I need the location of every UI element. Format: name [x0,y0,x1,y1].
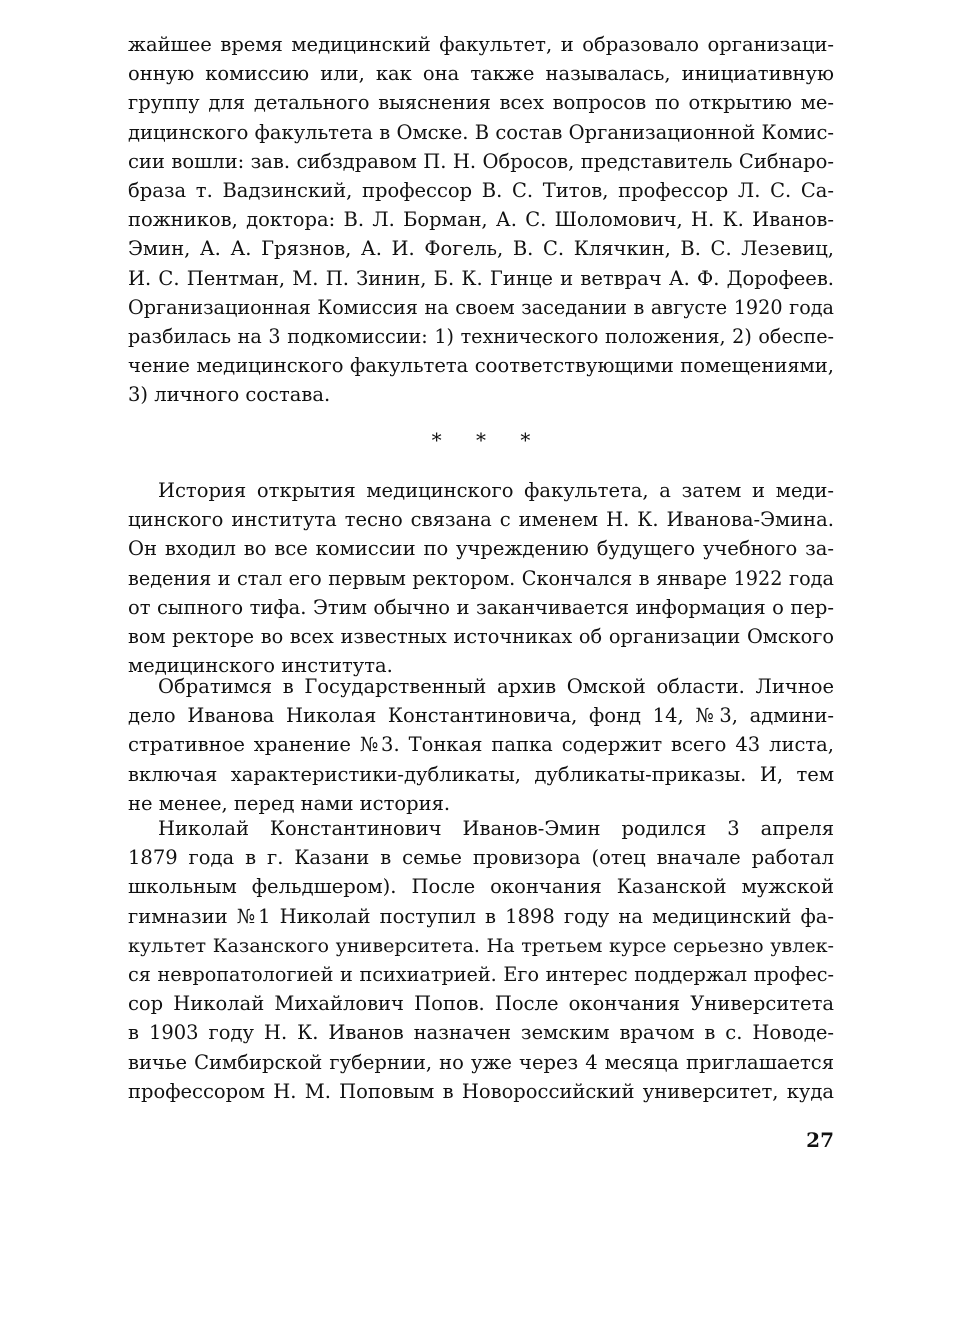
text-line: школьным фельдшером). После окончания Казанской мужской [128,875,834,899]
text-line: онную комиссию или, как она также называлась, инициативную [128,62,834,86]
text-line: вичье Симбирской губернии, но уже через 4 месяца приглашается [128,1050,834,1074]
text-line: включая характеристики-дубликаты, дубликаты-приказы. И, тем [128,762,834,786]
page-number: 27 [806,1128,834,1152]
text-line: Эмин, А. А. Грязнов, А. И. Фогель, В. С. Клячкин, В. С. Лезевиц, [128,237,834,261]
text-line: Николай Константинович Иванов-Эмин родился 3 апреля [158,817,834,840]
text-line: дело Иванова Николая Константиновича, фонд 14, №3, админи- [128,704,834,728]
text-line: гимназии №1 Николай поступил в 1898 году на медицинский фа- [128,904,834,928]
text-line: Он входил во все комиссии по учреждению будущего учебного за- [128,537,834,561]
text-line: ся невропатологией и психиатрией. Его интерес поддержал профес- [128,962,834,986]
text-line: 1879 года в г. Казани в семье провизора (отец вначале работал [128,846,834,870]
text-line: Организационная Комиссия на своем заседании в августе 1920 года [128,295,834,319]
text-line: стративное хранение №3. Тонкая папка содержит всего 43 листа, [128,733,834,757]
text-line: сор Николай Михайлович Попов. После окончания Университета [128,992,834,1016]
section-separator: * * * [431,428,545,452]
text-line: не менее, перед нами история. [128,791,451,815]
paragraph-state-archive [128,672,834,818]
text-line: пожников, доктора: В. Л. Борман, А. С. Шоломович, Н. К. Иванов- [128,208,834,232]
text-line: жайшее время медицинский факультет, и образовало организаци- [128,33,834,56]
text-line: Обратимся в Государственный архив Омской области. Личное [158,675,834,698]
text-line: И. С. Пентман, М. П. Зинин, Б. К. Гинце и ветврач А. Ф. Дорофеев. [128,266,834,290]
paragraph-history-of-founding [128,476,834,680]
paragraph-organizing-commission [128,30,834,409]
text-line: браза т. Вадзинский, профессор В. С. Титов, профессор Л. С. Са- [128,178,834,202]
text-line: культет Казанского университета. На третьем курсе серьезно увлек- [128,933,834,957]
text-line: История открытия медицинского факультета, а затем и меди- [158,479,834,502]
text-line: профессором Н. М. Поповым в Новороссийский университет, куда [128,1079,834,1103]
text-line: разбилась на 3 подкомиссии: 1) технического положения, 2) обеспе- [128,324,834,348]
text-line: 3) личного состава. [128,383,331,407]
text-line: ведения и стал его первым ректором. Скончался в январе 1922 года [128,566,834,590]
text-line: медицинского института. [128,654,393,678]
text-line: в 1903 году Н. К. Иванов назначен земским врачом в с. Новоде- [128,1021,834,1045]
text-line: цинского института тесно связана с именем Н. К. Иванова-Эмина. [128,508,834,532]
text-line: чение медицинского факультета соответствующими помещениями, [128,354,834,378]
text-line: группу для детального выяснения всех вопросов по открытию ме- [128,91,834,115]
text-line: сии вошли: зав. сибздравом П. Н. Обросов, представитель Сибнаро- [128,149,834,173]
paragraph-biography [128,814,834,1106]
text-line: от сыпного тифа. Этим обычно и заканчивается информация о пер- [128,595,834,619]
text-line: дицинского факультета в Омске. В состав Организационной Комис- [128,120,834,144]
text-line: вом ректоре во всех известных источниках об организации Омского [128,624,834,648]
